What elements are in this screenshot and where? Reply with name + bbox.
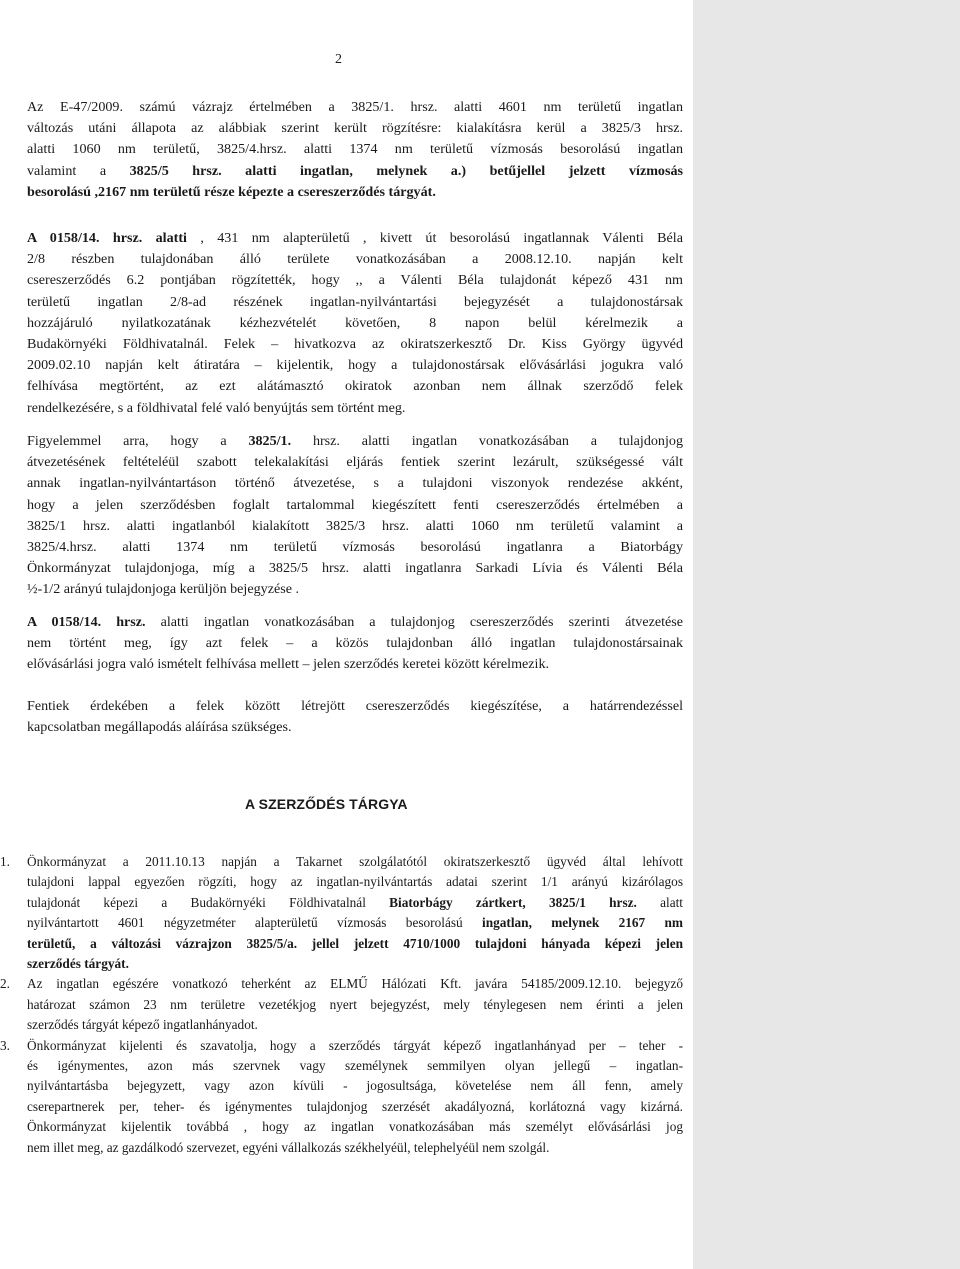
text-run: valamint a: [27, 162, 130, 179]
text-line: [27, 913, 683, 933]
paragraph-vazrajz: [27, 97, 683, 203]
text-run: alatt: [636, 894, 684, 910]
section-title: A SZERZŐDÉS TÁRGYA: [245, 796, 408, 812]
text-run: hrsz. alatti ingatlan vonatkozásában a tulajdonjog: [291, 433, 683, 449]
text-line: nyilvántartásba bejegyzett, vagy azon kívüli - jogosultsága, követelése nem áll fenn, amely: [27, 1078, 683, 1094]
text-line: átvezetésének feltételéül szabott telekalakítási eljárás fentiek szerint lezárult, szükségessé vált: [27, 454, 683, 471]
text-line: nem történt meg, így azt felek – a közös tulajdonban álló ingatlan tulajdonostársainak: [27, 635, 683, 652]
text-line: kapcsolatban megállapodás aláírása szükséges.: [27, 719, 292, 736]
text-line: 3825/1 hrsz. alatti ingatlanból kialakított 3825/3 hrsz. alatti 1060 nm területű valamint a: [27, 517, 683, 534]
bold-text-run: 3825/5 hrsz. alatti ingatlan, melynek a.) betűjellel jelzett vízmosás: [129, 162, 683, 179]
text-line: 2009.02.10 napján kelt átiratára – kijelentik, hogy a tulajdonostársak elővásárlási jogukra való: [27, 357, 683, 374]
text-line: nem illet meg, az gazdálkodó szervezet, egyéni vállalkozás székhelyéül, telephelyéül nem szolgál.: [27, 1139, 550, 1155]
text-run: , 431 nm alapterületű , kivett út besorolású ingatlannak Válenti Béla: [186, 230, 683, 246]
text-run: nyilvántartott 4601 négyzetméter alapterületű vízmosás besorolású: [27, 915, 483, 931]
bold-text-run: Biatorbágy zártkert, 3825/1 hrsz.: [389, 894, 637, 910]
text-line: cserepartnerek per, teher- és igénymentes tulajdonjog szerzését akadályozná, korlátozná vagy kizárná.: [27, 1098, 683, 1114]
text-line: Önkormányzat a 2011.10.13 napján a Takarnet szolgálatótól okiratszerkesztő ügyvéd által lehívott: [27, 854, 683, 869]
text-line: [27, 934, 683, 954]
list-item-body: [27, 974, 683, 1035]
numbered-list: [0, 852, 693, 1158]
text-line: Az E-47/2009. számú vázrajz értelmében a 3825/1. hrsz. alatti 4601 nm területű ingatlan: [27, 99, 683, 115]
paragraph-0158-csereszerzodes: [27, 228, 683, 419]
text-line: területű ingatlan 2/8-ad részének ingatlan-nyilvántartási bejegyzését a tulajdonostársak: [27, 293, 683, 310]
text-line: és igénymentes, azon más szervnek vagy személynek semmilyen olyan jellegű – ingatlan-: [27, 1058, 683, 1074]
text-line: [27, 431, 683, 452]
text-run: alatti ingatlan vonatkozásában a tulajdonjog csereszerződés szerinti átvezetése: [145, 614, 683, 630]
text-line: [27, 161, 683, 182]
text-line: alatti 1060 nm területű, 3825/4.hrsz. alatti 1374 nm területű vízmosás besorolású ingatlan: [27, 141, 683, 158]
text-line: annak ingatlan-nyilvántartáson történő átvezetése, s a tulajdoni viszonyok rendezése akként,: [27, 475, 683, 492]
bold-text-run: besorolású ,2167 nm területű része képezte a csereszerződés tárgyát.: [27, 183, 436, 200]
paragraph-0158-atvezetes: [27, 612, 683, 676]
list-item: [0, 852, 683, 974]
list-number: 3.: [0, 1037, 10, 1053]
bold-text-run: A 0158/14. hrsz. alatti: [27, 230, 187, 246]
text-line: határozat számon 23 nm területre vezetékjog nyert bejegyzést, mely ténylegesen nem érinti a jelen: [27, 996, 683, 1012]
text-line: Önkormányzat tulajdonjoga, míg a 3825/5 hrsz. alatti ingatlanra Sarkadi Lívia és Válenti Béla: [27, 560, 683, 577]
bold-text-run: szerződés tárgyát.: [27, 956, 129, 972]
list-number: 2.: [0, 976, 10, 992]
text-line: [27, 182, 683, 203]
text-line: szerződés tárgyát képező ingatlanhányadot.: [27, 1017, 258, 1033]
text-line: 2/8 részben tulajdonában álló területe vonatkozásában a 2008.12.10. napján kelt: [27, 251, 683, 268]
text-line: [27, 954, 683, 974]
paragraph-figyelemmel: [27, 431, 683, 601]
text-line: ½-1/2 arányú tulajdonjoga kerüljön bejegyzése .: [27, 581, 299, 598]
side-margin-panel: [693, 0, 960, 1269]
text-line: Az ingatlan egészére vonatkozó teherként az ELMŰ Hálózati Kft. javára 54185/2009.12.10. bejegyző: [27, 976, 683, 992]
text-line: [27, 893, 683, 913]
text-line: 3825/4.hrsz. alatti 1374 nm területű vízmosás besorolású ingatlanra a Biatorbágy: [27, 539, 683, 556]
bold-text-run: ingatlan, melynek 2167 nm: [482, 915, 683, 931]
text-line: változás utáni állapota az alábbiak szerint került rögzítésre: kialakításra kerül a 3825/3 hrsz.: [27, 120, 683, 137]
text-line: hozzájáruló nyilatkozatának kézhezvételét követően, 8 napon belül kérelmezik a: [27, 314, 683, 331]
text-line: rendelkezésére, s a földhivatal felé való benyújtás sem történt meg.: [27, 399, 406, 416]
text-run: tulajdonát képezi a Budakörnyéki Földhivatalnál: [27, 894, 390, 910]
text-line: felhívása megtörtént, az ezt alátámasztó okiratok azonban nem állnak szerződő felek: [27, 378, 683, 395]
text-line: Önkormányzat kijelenti és szavatolja, hogy a szerződés tárgyát képező ingatlanhányad per – teher -: [27, 1037, 683, 1053]
text-line: Budakörnyéki Földhivatalnál. Felek – hivatkozva az okiratszerkesztő Dr. Kiss György ügyvéd: [27, 336, 683, 353]
list-item-body: [27, 852, 683, 974]
bold-text-run: A 0158/14. hrsz.: [27, 614, 146, 630]
text-line: tulajdoni lappal egyezően rögzíti, hogy az ingatlan-nyilvántartás adatai szerint 1/1 arányú kizárólagos: [27, 874, 683, 890]
text-line: [27, 612, 683, 633]
text-line: csereszerződés 6.2 pontjában rögzítették, hogy ,, a Válenti Béla tulajdonát képező 431 nm: [27, 272, 683, 289]
list-item-body: [27, 1036, 683, 1158]
page-number: 2: [335, 52, 342, 67]
list-item: [0, 974, 683, 1035]
text-line: Önkormányzat kijelentik továbbá , hogy az ingatlan vonatkozásában más személyt elővásárlási jog: [27, 1119, 683, 1135]
bold-text-run: területű, a változási vázrajzon 3825/5/a. jellel jelzett 4710/1000 tulajdoni hányada képezi jelen: [27, 935, 683, 951]
text-line: elővásárlási jogra való ismételt felhívása mellett – jelen szerződés keretei között kérelmezik.: [27, 656, 550, 673]
paragraph-fentiek: [27, 696, 683, 738]
text-line: hogy a jelen szerződésben foglalt tartalommal kiegészített fenti csereszerződés értelmében a: [27, 496, 683, 513]
list-number: 1.: [0, 854, 10, 869]
text-line: [27, 228, 683, 249]
list-item: [0, 1036, 683, 1158]
text-run: Figyelemmel arra, hogy a: [27, 433, 249, 449]
text-line: Fentiek érdekében a felek között létrejött csereszerződés kiegészítése, a határrendezéssel: [27, 698, 683, 714]
bold-text-run: 3825/1.: [248, 433, 292, 449]
